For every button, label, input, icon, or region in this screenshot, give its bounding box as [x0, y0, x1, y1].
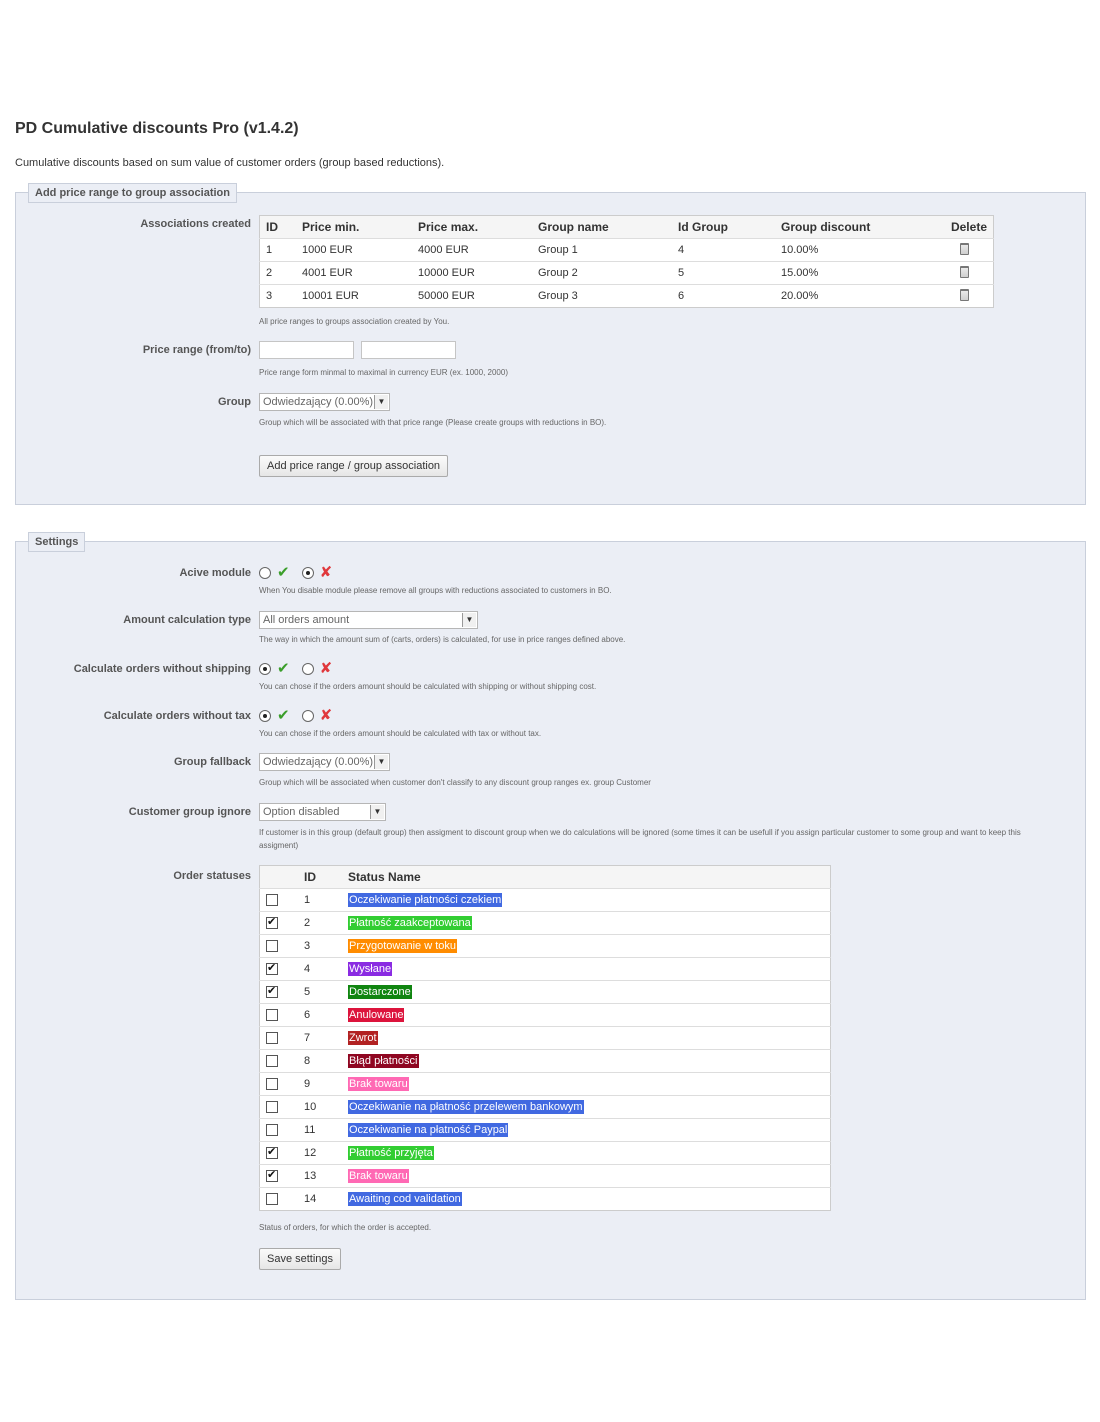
- cell-status-id: 2: [298, 912, 342, 935]
- status-label: Brak towaru: [349, 1170, 408, 1182]
- group-select[interactable]: [259, 393, 390, 411]
- cell-checkbox: [260, 912, 299, 935]
- fallback-select[interactable]: [259, 753, 390, 771]
- trash-icon[interactable]: [960, 266, 969, 278]
- cell-status-name: [342, 958, 831, 981]
- table-row: [260, 1188, 831, 1211]
- cell-min: 10001 EUR: [296, 285, 412, 308]
- cell-checkbox: [260, 1188, 299, 1211]
- fallback-hint: Group which will be associated when customer don't classify to any discount group ranges ex. group Customer: [259, 778, 651, 787]
- cell-status-id: 1: [298, 889, 342, 912]
- cell-status-id: 8: [298, 1050, 342, 1073]
- cell-status-name: [342, 1096, 831, 1119]
- cell-status-id: 11: [298, 1119, 342, 1142]
- cell-status-name: [342, 981, 831, 1004]
- settings-panel: [15, 536, 1086, 1300]
- status-checkbox[interactable]: [266, 1055, 278, 1067]
- group-label: Group: [218, 396, 251, 408]
- cell-checkbox: [260, 1165, 299, 1188]
- table-row: [260, 1050, 831, 1073]
- cell-status-name: [342, 889, 831, 912]
- statuses-hint: Status of orders, for which the order is accepted.: [259, 1223, 432, 1232]
- status-checkbox[interactable]: [266, 963, 278, 975]
- col-group-discount: Group discount: [775, 216, 939, 239]
- associations-header-row: [260, 216, 994, 239]
- cell-status-name: [342, 1165, 831, 1188]
- cell-id: 1: [260, 239, 297, 262]
- cell-status-name: [342, 1050, 831, 1073]
- col-status-id: ID: [298, 866, 342, 889]
- table-row: [260, 1165, 831, 1188]
- cell-status-id: 12: [298, 1142, 342, 1165]
- status-label: Zwrot: [349, 1032, 377, 1044]
- calc-type-label: Amount calculation type: [123, 614, 251, 626]
- status-checkbox[interactable]: [266, 1170, 278, 1182]
- active-module-hint: When You disable module please remove all groups with reductions associated to customers in BO.: [259, 586, 612, 595]
- cell-checkbox: [260, 1073, 299, 1096]
- status-label: Błąd płatności: [349, 1055, 418, 1067]
- tax-no-radio[interactable]: [302, 710, 314, 722]
- active-module-radios: [259, 566, 332, 580]
- associations-table: [259, 215, 994, 308]
- cell-checkbox: [260, 1004, 299, 1027]
- cell-checkbox: [260, 935, 299, 958]
- price-to-input[interactable]: [361, 341, 456, 359]
- cell-checkbox: [260, 1142, 299, 1165]
- status-checkbox[interactable]: [266, 1009, 278, 1021]
- save-settings-button[interactable]: Save settings: [259, 1248, 341, 1270]
- cross-icon: ✘: [319, 564, 333, 581]
- shipping-label: Calculate orders without shipping: [73, 663, 251, 675]
- table-row: [260, 1119, 831, 1142]
- cell-status-id: 14: [298, 1188, 342, 1211]
- cell-min: 4001 EUR: [296, 262, 412, 285]
- calc-type-value: All orders amount: [263, 614, 350, 626]
- col-checkbox: [260, 866, 299, 889]
- active-yes-radio[interactable]: [259, 567, 271, 579]
- table-row: [260, 1073, 831, 1096]
- cell-max: 4000 EUR: [412, 239, 532, 262]
- statuses-table: [259, 865, 831, 1211]
- status-checkbox[interactable]: [266, 1078, 278, 1090]
- status-label: Oczekiwanie płatności czekiem: [349, 894, 502, 906]
- ignore-select[interactable]: [259, 803, 386, 821]
- status-checkbox[interactable]: [266, 1124, 278, 1136]
- cell-delete: [939, 285, 994, 308]
- check-icon: ✔: [277, 707, 290, 724]
- ignore-value: Option disabled: [263, 806, 340, 818]
- check-icon: ✔: [277, 564, 290, 581]
- cell-status-name: [342, 935, 831, 958]
- shipping-no-radio[interactable]: [302, 663, 314, 675]
- fallback-label: Group fallback: [173, 756, 251, 768]
- status-checkbox[interactable]: [266, 1032, 278, 1044]
- cell-id: 2: [260, 262, 297, 285]
- shipping-radios: [259, 662, 332, 676]
- chevron-down-icon[interactable]: ▼: [370, 805, 384, 819]
- cell-id-group: 6: [672, 285, 775, 308]
- page-description: Cumulative discounts based on sum value of customer orders (group based reductions).: [15, 157, 445, 169]
- tax-hint: You can chose if the orders amount should be calculated with tax or without tax.: [259, 729, 542, 738]
- status-checkbox[interactable]: [266, 894, 278, 906]
- cell-status-id: 9: [298, 1073, 342, 1096]
- table-row: [260, 981, 831, 1004]
- price-range-legend: Add price range to group association: [28, 183, 237, 203]
- cell-group: Group 2: [532, 262, 672, 285]
- col-id: ID: [260, 216, 297, 239]
- shipping-hint: You can chose if the orders amount should be calculated with shipping or without shipping cost.: [259, 682, 597, 691]
- cell-status-id: 10: [298, 1096, 342, 1119]
- table-row: [260, 262, 994, 285]
- status-label: Płatność przyjęta: [349, 1147, 433, 1159]
- col-price-max: Price max.: [412, 216, 532, 239]
- tax-yes-radio[interactable]: [259, 710, 271, 722]
- statuses-label: Order statuses: [173, 870, 251, 882]
- page-title: PD Cumulative discounts Pro (v1.4.2): [15, 120, 299, 137]
- cell-id-group: 4: [672, 239, 775, 262]
- cell-status-id: 7: [298, 1027, 342, 1050]
- cell-status-id: 6: [298, 1004, 342, 1027]
- cell-status-id: 13: [298, 1165, 342, 1188]
- col-delete: Delete: [939, 216, 994, 239]
- table-row: [260, 1004, 831, 1027]
- cell-status-id: 5: [298, 981, 342, 1004]
- cell-checkbox: [260, 958, 299, 981]
- associations-hint: All price ranges to groups association created by You.: [259, 317, 450, 326]
- trash-icon[interactable]: [960, 243, 969, 255]
- cell-min: 1000 EUR: [296, 239, 412, 262]
- trash-icon[interactable]: [960, 289, 969, 301]
- status-label: Brak towaru: [349, 1078, 408, 1090]
- cell-discount: 10.00%: [775, 239, 939, 262]
- cell-delete: [939, 239, 994, 262]
- table-row: [260, 912, 831, 935]
- add-association-button[interactable]: Add price range / group association: [259, 455, 448, 477]
- status-label: Oczekiwanie na płatność Paypal: [349, 1124, 508, 1136]
- shipping-yes-radio[interactable]: [259, 663, 271, 675]
- cell-discount: 20.00%: [775, 285, 939, 308]
- active-no-radio[interactable]: [302, 567, 314, 579]
- cell-delete: [939, 262, 994, 285]
- cell-checkbox: [260, 1119, 299, 1142]
- ignore-label: Customer group ignore: [128, 806, 251, 818]
- active-module-label: Acive module: [179, 567, 251, 579]
- cell-checkbox: [260, 889, 299, 912]
- cell-id: 3: [260, 285, 297, 308]
- cell-discount: 15.00%: [775, 262, 939, 285]
- col-status-name: Status Name: [342, 866, 831, 889]
- cell-max: 10000 EUR: [412, 262, 532, 285]
- chevron-down-icon[interactable]: ▼: [374, 395, 388, 409]
- col-price-min: Price min.: [296, 216, 412, 239]
- price-range-panel: [15, 187, 1086, 505]
- group-select-value: Odwiedzający (0.00%): [263, 396, 374, 408]
- tax-radios: [259, 709, 332, 723]
- table-row: [260, 889, 831, 912]
- ignore-hint: If customer is in this group (default group) then assigment to discount group when we do calculations will be ignored (some times it can be usefull if you assign particular customer to some group and want to keep this assigment): [259, 828, 1021, 850]
- cell-status-name: [342, 1142, 831, 1165]
- cell-checkbox: [260, 1096, 299, 1119]
- status-label: Płatność zaakceptowana: [349, 917, 471, 929]
- chevron-down-icon[interactable]: ▼: [374, 755, 388, 769]
- statuses-header-row: [260, 866, 831, 889]
- cell-status-name: [342, 1027, 831, 1050]
- status-checkbox[interactable]: [266, 1101, 278, 1113]
- status-label: Przygotowanie w toku: [349, 940, 456, 952]
- settings-legend: Settings: [28, 532, 85, 552]
- cell-status-name: [342, 912, 831, 935]
- status-label: Anulowane: [349, 1009, 404, 1021]
- cell-status-name: [342, 1073, 831, 1096]
- associations-label: Associations created: [140, 218, 251, 230]
- calc-type-select[interactable]: [259, 611, 478, 629]
- cell-status-id: 3: [298, 935, 342, 958]
- cross-icon: ✘: [319, 707, 333, 724]
- cell-checkbox: [260, 981, 299, 1004]
- group-hint: Group which will be associated with that price range (Please create groups with reductions in BO).: [259, 418, 607, 427]
- status-label: Oczekiwanie na płatność przelewem bankowym: [349, 1101, 583, 1113]
- cell-id-group: 5: [672, 262, 775, 285]
- table-row: [260, 285, 994, 308]
- table-row: [260, 1142, 831, 1165]
- tax-label: Calculate orders without tax: [103, 710, 251, 722]
- cell-status-name: [342, 1119, 831, 1142]
- table-row: [260, 1096, 831, 1119]
- status-checkbox[interactable]: [266, 986, 278, 998]
- cell-status-name: [342, 1004, 831, 1027]
- status-label: Dostarczone: [349, 986, 411, 998]
- table-row: [260, 1027, 831, 1050]
- table-row: [260, 958, 831, 981]
- cell-checkbox: [260, 1050, 299, 1073]
- cell-max: 50000 EUR: [412, 285, 532, 308]
- col-group-name: Group name: [532, 216, 672, 239]
- cell-checkbox: [260, 1027, 299, 1050]
- price-range-hint: Price range form minmal to maximal in currency EUR (ex. 1000, 2000): [259, 368, 508, 377]
- table-row: [260, 239, 994, 262]
- cell-status-name: [342, 1188, 831, 1211]
- price-from-input[interactable]: [259, 341, 354, 359]
- status-checkbox[interactable]: [266, 1147, 278, 1159]
- check-icon: ✔: [277, 660, 290, 677]
- status-label: Wysłane: [349, 963, 392, 975]
- status-checkbox[interactable]: [266, 940, 278, 952]
- status-label: Awaiting cod validation: [349, 1193, 461, 1205]
- price-range-label: Price range (from/to): [142, 344, 251, 356]
- calc-type-hint: The way in which the amount sum of (carts, orders) is calculated, for use in price ranges defined above.: [259, 635, 626, 644]
- col-id-group: Id Group: [672, 216, 775, 239]
- fallback-value: Odwiedzający (0.00%): [263, 756, 374, 768]
- table-row: [260, 935, 831, 958]
- chevron-down-icon[interactable]: ▼: [462, 613, 476, 627]
- cell-group: Group 3: [532, 285, 672, 308]
- status-checkbox[interactable]: [266, 917, 278, 929]
- cell-status-id: 4: [298, 958, 342, 981]
- status-checkbox[interactable]: [266, 1193, 278, 1205]
- cross-icon: ✘: [319, 660, 333, 677]
- cell-group: Group 1: [532, 239, 672, 262]
